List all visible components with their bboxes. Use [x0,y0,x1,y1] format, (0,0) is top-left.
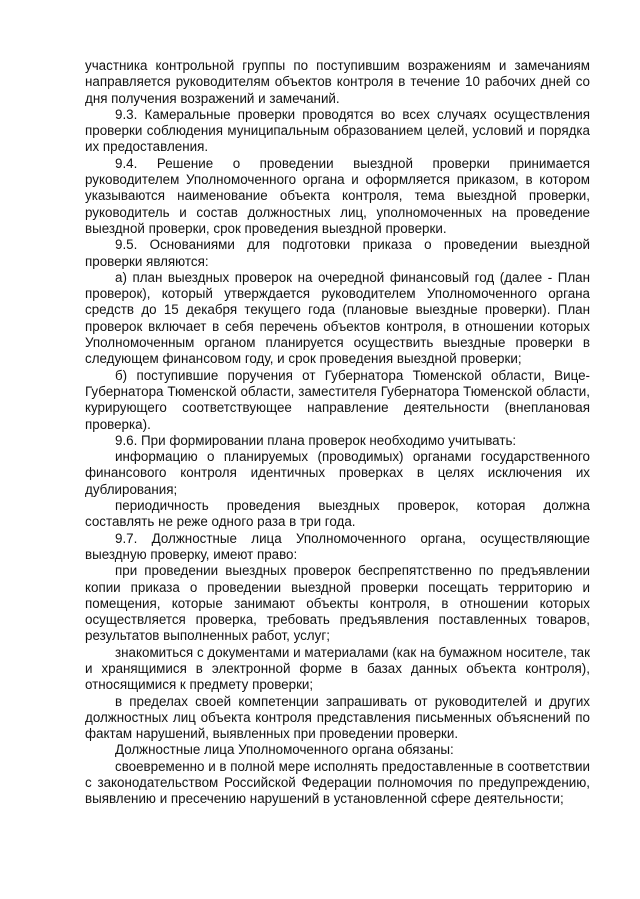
paragraph: при проведении выездных проверок беспрепятственно по предъявлении копии приказа о проведении выездной проверки посещать территорию и помещения, которые занимают объекты контроля, в отношении которых осуществляется проверка, требовать предъявления поставленных товаров, результатов выполненных работ, услуг; [85,563,590,644]
paragraph: своевременно и в полной мере исполнять предоставленные в соответствии с законодательством Российской Федерации полномочия по предупреждению, выявлению и пресечению нарушений в установленной сфере деятельности; [85,758,590,807]
paragraph: б) поступившие поручения от Губернатора Тюменской области, Вице-Губернатора Тюменской области, заместителя Губернатора Тюменской области, курирующего соответствующее направление деятельности (внеплановая проверка). [85,367,590,432]
paragraph: периодичность проведения выездных проверок, которая должна составлять не реже одного раза в три года. [85,498,590,530]
document-body [85,58,590,808]
paragraph: 9.6. При формировании плана проверок необходимо учитывать: [115,432,517,448]
paragraph: участника контрольной группы по поступившим возражениям и замечаниям направляется руководителям объектов контроля в течение 10 рабочих дней со дня получения возражений и замечаний. [85,58,590,106]
paragraph: 9.7. Должностные лица Уполномоченного органа, осуществляющие выездную проверку, имеют право: [85,530,590,562]
paragraph: Должностные лица Уполномоченного органа обязаны: [115,742,454,758]
paragraph: 9.4. Решение о проведении выездной проверки принимается руководителем Уполномоченного органа и оформляется приказом, в котором указываются наименование объекта контроля, тема выездной проверки, руководитель и состав должностных лиц, уполномоченных на проведение выездной проверки, срок проведения выездной проверки. [85,155,590,236]
paragraph: в пределах своей компетенции запрашивать от руководителей и других должностных лиц объекта контроля представления письменных объяснений по фактам нарушений, выявленных при проведении проверки. [85,693,590,742]
paragraph: информацию о планируемых (проводимых) органами государственного финансового контроля идентичных проверках в целях исключения их дублирования; [85,449,590,497]
paragraph: а) план выездных проверок на очередной финансовый год (далее - План проверок), который утверждается руководителем Уполномоченного органа средств до 15 декабря текущего года (плановые выездные проверки). План проверок включает в себя перечень объектов контроля, в отношении которых Уполномоченным органом планируется осуществить выездные проверки в следующем финансовом году, и срок проведения выездной проверки; [85,269,590,367]
paragraph: 9.5. Основаниями для подготовки приказа о проведении выездной проверки являются: [85,237,590,269]
paragraph: 9.3. Камеральные проверки проводятся во всех случаях осуществления проверки соблюдения муниципальным образованием целей, условий и порядка их предоставления. [85,106,590,155]
paragraph: знакомиться с документами и материалами (как на бумажном носителе, так и хранящимися в электронной форме в базах данных объекта контроля), относящимися к предмету проверки; [85,644,590,693]
